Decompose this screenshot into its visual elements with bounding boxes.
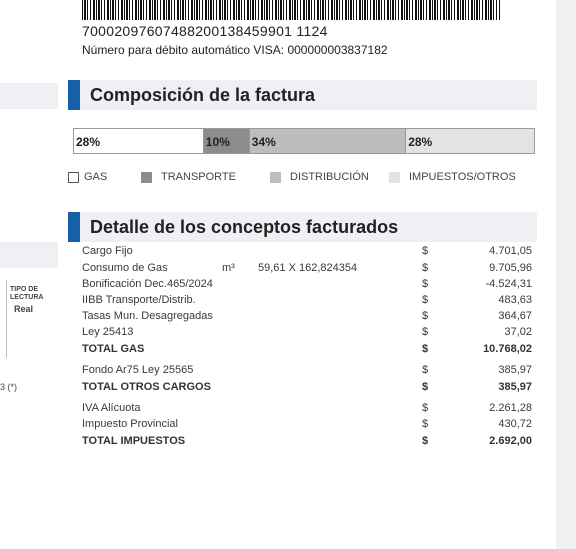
detail-currency: $ — [422, 294, 429, 306]
detail-currency: $ — [422, 326, 429, 338]
detail-row — [82, 418, 532, 434]
left-band-top — [0, 83, 58, 109]
detail-concept: IIBB Transporte/Distrib. — [82, 294, 196, 306]
legend-label: GAS — [84, 171, 108, 183]
detail-currency: $ — [422, 364, 429, 376]
detail-amount: 364,67 — [498, 310, 532, 322]
detail-row — [82, 364, 532, 380]
details-title: Detalle de los conceptos facturados — [90, 217, 399, 237]
detail-currency: $ — [422, 381, 429, 393]
detail-quantity: 59,61 X 162,824354 — [258, 262, 358, 274]
section-accent-bar — [68, 80, 80, 110]
left-divider — [6, 280, 7, 358]
composition-segment: 34% — [249, 129, 405, 153]
detail-concept: Cargo Fijo — [82, 245, 133, 257]
detail-concept: TOTAL IMPUESTOS — [82, 435, 186, 447]
detail-amount: 2.692,00 — [489, 435, 532, 447]
legend-swatch — [389, 172, 400, 183]
detail-concept: Tasas Mun. Desagregadas — [82, 310, 213, 322]
detail-amount: 385,97 — [498, 364, 532, 376]
detail-row — [82, 381, 532, 397]
detail-row — [82, 402, 532, 418]
detail-row — [82, 278, 532, 294]
legend-swatch — [270, 172, 281, 183]
left-band-middle — [0, 242, 58, 268]
detail-amount: -4.524,31 — [485, 278, 532, 290]
section-accent-bar — [68, 212, 80, 242]
legend-label: TRANSPORTE — [161, 171, 236, 183]
tipo-lectura-label: TIPO DE LECTURA — [10, 286, 44, 301]
detail-currency: $ — [422, 278, 429, 290]
legend-swatch — [68, 172, 79, 183]
detail-row — [82, 262, 532, 278]
detail-currency: $ — [422, 402, 429, 414]
detail-amount: 9.705,96 — [489, 262, 532, 274]
composition-title: Composición de la factura — [90, 85, 316, 105]
barcode-number: 70002097607488200138459901 1124 — [82, 23, 328, 39]
detail-amount: 37,02 — [504, 326, 532, 338]
barcode-image — [82, 0, 500, 20]
detail-row — [82, 294, 532, 310]
detail-concept: Ley 25413 — [82, 326, 134, 338]
detail-amount: 385,97 — [498, 381, 532, 393]
detail-amount: 2.261,28 — [489, 402, 532, 414]
legend-label: IMPUESTOS/OTROS — [409, 171, 516, 183]
detail-currency: $ — [422, 245, 429, 257]
detail-currency: $ — [422, 418, 429, 430]
detail-currency: $ — [422, 262, 429, 274]
detail-concept: TOTAL OTROS CARGOS — [82, 381, 211, 393]
tipo-lectura-value: Real — [14, 304, 34, 314]
legend-swatch — [141, 172, 152, 183]
detail-amount: 483,63 — [498, 294, 532, 306]
detail-row — [82, 326, 532, 342]
left-panel — [0, 0, 58, 549]
detail-concept: Impuesto Provincial — [82, 418, 178, 430]
left-note: 3 (*) — [0, 382, 18, 392]
visa-debit-number: Número para débito automático VISA: 000000003837182 — [82, 43, 388, 57]
composition-segment: 28% — [74, 129, 203, 153]
detail-amount: 430,72 — [498, 418, 532, 430]
detail-row — [82, 245, 532, 261]
detail-currency: $ — [422, 343, 429, 355]
detail-concept: TOTAL GAS — [82, 343, 145, 355]
detail-unit: m³ — [222, 262, 235, 274]
detail-currency: $ — [422, 435, 429, 447]
detail-amount: 10.768,02 — [483, 343, 532, 355]
composition-header — [68, 80, 537, 110]
detail-concept: Bonificación Dec.465/2024 — [82, 278, 213, 290]
detail-concept: Consumo de Gas — [82, 262, 168, 274]
detail-row — [82, 435, 532, 451]
detail-concept: Fondo Ar75 Ley 25565 — [82, 364, 194, 376]
composition-segment: 28% — [405, 129, 534, 153]
detail-row — [82, 343, 532, 359]
detail-currency: $ — [422, 310, 429, 322]
detail-concept: IVA Alícuota — [82, 402, 141, 414]
legend-label: DISTRIBUCIÓN — [290, 171, 369, 183]
composition-segment: 10% — [203, 129, 249, 153]
details-header — [68, 212, 537, 242]
detail-amount: 4.701,05 — [489, 245, 532, 257]
detail-row — [82, 310, 532, 326]
composition-bar — [73, 128, 535, 154]
scrollbar[interactable] — [556, 0, 576, 549]
